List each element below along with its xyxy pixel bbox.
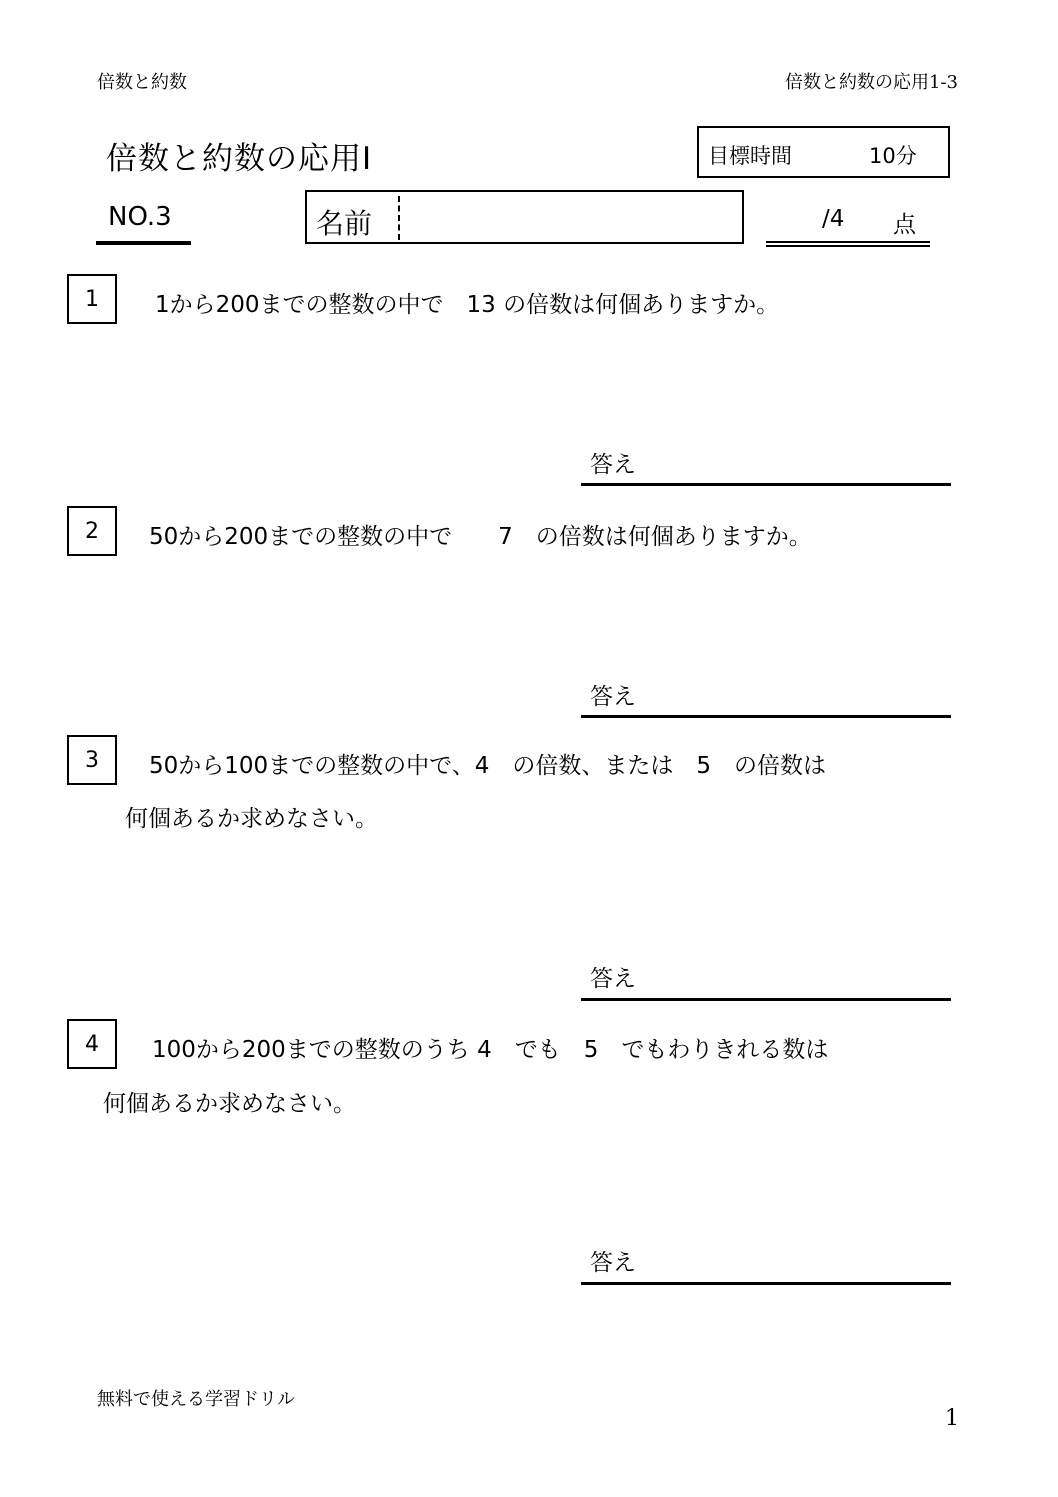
worksheet-number: NO.3: [108, 202, 172, 232]
target-time-box: [697, 126, 950, 178]
question-text: 1から200までの整数の中で 13 の倍数は何個ありますか。: [155, 292, 780, 318]
question-number: 2: [85, 518, 99, 544]
question-number-box: [67, 1019, 117, 1069]
worksheet-title: 倍数と約数の応用Ⅰ: [106, 141, 373, 177]
name-divider: [398, 196, 400, 240]
question-number: 3: [85, 747, 99, 773]
header-right: 倍数と約数の応用1-3: [785, 72, 958, 93]
footer-text: 無料で使える学習ドリル: [97, 1389, 295, 1410]
question-number: 1: [85, 286, 99, 312]
score-unit: 点: [893, 212, 916, 238]
question-text-continued: 何個あるか求めなさい。: [103, 1091, 356, 1117]
target-time-label: 目標時間: [708, 144, 792, 168]
name-label: 名前: [316, 207, 373, 240]
page-number: 1: [945, 1406, 959, 1431]
answer-label: 答え: [590, 1250, 636, 1276]
question-text: 100から200までの整数のうち 4 でも 5 でもわりきれる数は: [152, 1037, 829, 1063]
question-number-box: [67, 274, 117, 324]
answer-label: 答え: [590, 452, 636, 478]
score-underline-second: [766, 245, 930, 247]
target-time-value: 10分: [869, 144, 917, 168]
score-underline: [766, 241, 930, 243]
question-text: 50から100までの整数の中で、4 の倍数、または 5 の倍数は: [149, 753, 826, 779]
question-number-box: [67, 735, 117, 785]
name-field[interactable]: [305, 190, 744, 244]
answer-line[interactable]: [581, 998, 951, 1001]
header-left: 倍数と約数: [97, 72, 187, 93]
question-number-box: [67, 506, 117, 556]
answer-label: 答え: [590, 684, 636, 710]
question-text-continued: 何個あるか求めなさい。: [125, 806, 378, 832]
answer-line[interactable]: [581, 1282, 951, 1285]
question-text: 50から200までの整数の中で 7 の倍数は何個ありますか。: [149, 524, 812, 550]
answer-label: 答え: [590, 966, 636, 992]
answer-line[interactable]: [581, 715, 951, 718]
worksheet-number-underline: [96, 241, 191, 245]
score-total: /4: [822, 206, 845, 232]
question-number: 4: [85, 1031, 99, 1057]
answer-line[interactable]: [581, 483, 951, 486]
